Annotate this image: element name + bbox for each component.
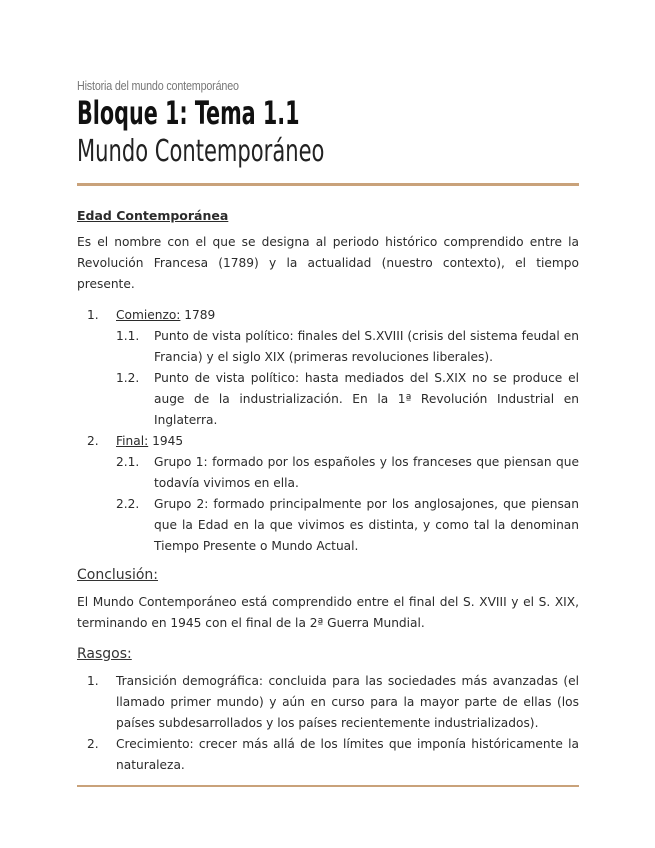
sub-item-text: Grupo 1: formado por los españoles y los franceses que piensan que todavía vivimos en ella. xyxy=(154,455,579,490)
list-item-text: Crecimiento: crecer más allá de los límites que imponía históricamente la naturaleza. xyxy=(116,737,579,772)
header-divider xyxy=(77,183,579,186)
list-item xyxy=(77,671,579,734)
footer-divider xyxy=(77,785,579,787)
list-item-number: 1. xyxy=(87,308,99,322)
section-heading-edad: Edad Contemporánea xyxy=(77,208,229,223)
list-item-text: Transición demográfica: concluida para las sociedades más avanzadas (el llamado primer mundo) y aún en curso para la mayor parte de ellas (los países subdesarrollados y los países recientemente industrializados). xyxy=(116,674,579,730)
list-item-label: Comienzo: xyxy=(116,308,181,322)
list-item xyxy=(77,305,579,326)
list-item-number: 2. xyxy=(87,737,99,751)
sub-item-number: 2.1. xyxy=(116,455,140,469)
conclusion-heading: Conclusión: xyxy=(77,567,159,583)
sub-item-number: 1.2. xyxy=(116,371,140,385)
list-item-number: 2. xyxy=(87,434,99,448)
conclusion-text: El Mundo Contemporáneo está comprendido entre el final del S. XVIII y el S. XIX, terminando en 1945 con el final de la 2ª Guerra Mundial. xyxy=(77,595,579,630)
list-item xyxy=(77,734,579,776)
list-item-value: 1945 xyxy=(148,434,184,448)
sub-list-item xyxy=(77,494,579,557)
list-item-value: 1789 xyxy=(180,308,216,322)
document-body xyxy=(77,205,579,776)
sub-item-text: Punto de vista político: finales del S.XVIII (crisis del sistema feudal en Francia) y el siglo XIX (primeras revoluciones liberales). xyxy=(154,329,579,364)
page-subtitle: Mundo Contemporáneo xyxy=(77,134,325,169)
sub-list-item xyxy=(77,326,579,368)
rasgos-heading: Rasgos: xyxy=(77,646,132,662)
list-item-number: 1. xyxy=(87,674,99,688)
sub-item-number: 2.2. xyxy=(116,497,140,511)
sub-item-text: Grupo 2: formado principalmente por los anglosajones, que piensan que la Edad en la que vivimos es distinta, y como tal la denominan Tiempo Presente o Mundo Actual. xyxy=(154,497,579,553)
course-kicker: Historia del mundo contemporáneo xyxy=(77,79,239,93)
section-intro: Es el nombre con el que se designa al periodo histórico comprendido entre la Revolución Francesa (1789) y la actualidad (nuestro contexto), el tiempo presente. xyxy=(77,235,579,291)
sub-list-item xyxy=(77,368,579,431)
page-title: Bloque 1: Tema 1.1 xyxy=(77,94,300,132)
list-item-label: Final: xyxy=(116,434,149,448)
sub-list-item xyxy=(77,452,579,494)
list-item xyxy=(77,431,579,452)
sub-item-number: 1.1. xyxy=(116,329,140,343)
sub-item-text: Punto de vista político: hasta mediados del S.XIX no se produce el auge de la industrialización. En la 1ª Revolución Industrial en Inglaterra. xyxy=(154,371,579,427)
